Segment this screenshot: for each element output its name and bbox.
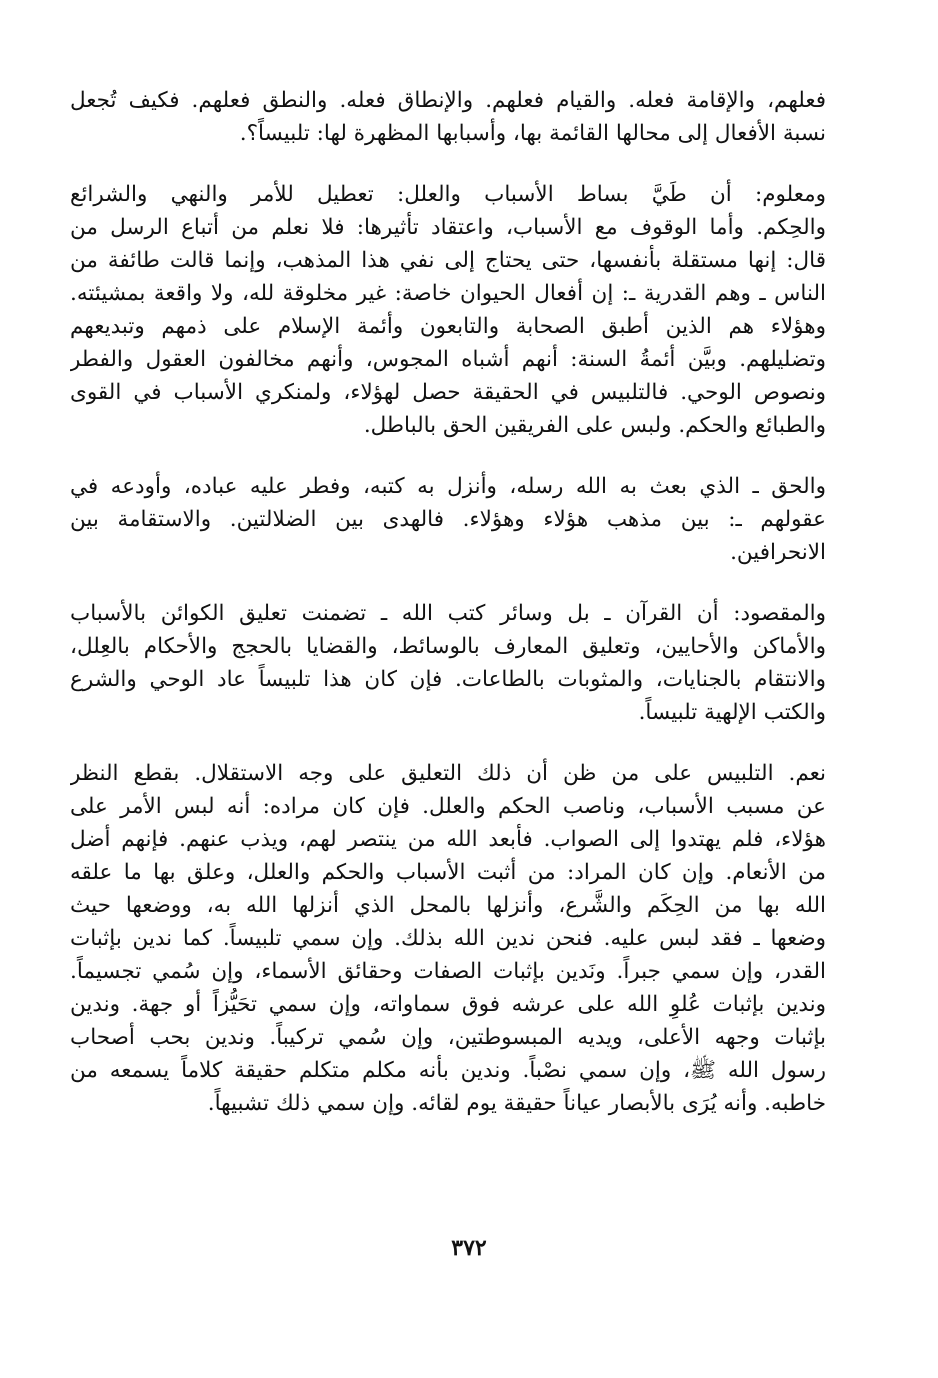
text-line: والكتب الإلهية تلبيساً. <box>638 700 826 725</box>
text-line: الانحرافين. <box>730 540 826 565</box>
text-line: هؤلاء، فلم يهتدوا إلى الصواب. فأبعد الله من ينتصر لهم، ويذب عنهم. فإنهم أضل <box>70 827 826 852</box>
text-line: من الأنعام. وإن كان المراد: من أثبت الأسباب والحكم والعلل، وعلق بها ما علقه <box>70 860 826 885</box>
text-line: ونصوص الوحي. فالتلبيس في الحقيقة حصل لهؤلاء، ولمنكري الأسباب في القوى <box>70 380 826 405</box>
paragraph <box>70 470 826 569</box>
text-line: الله بها من الحِكَم والشَّرع، وأنزلها بالمحل الذي أنزلها الله به، ووضعها حيث <box>70 893 826 918</box>
paragraph <box>70 757 826 1120</box>
text-line: نسبة الأفعال إلى محالها القائمة بها، وأسبابها المظهرة لها: تلبيساً؟. <box>239 121 826 146</box>
text-line: الناس ـ وهم القدرية ـ: إن أفعال الحيوان خاصة: غير مخلوقة لله، ولا واقعة بمشيئته. <box>70 281 826 306</box>
text-line: فعلهم، والإقامة فعله. والقيام فعلهم. والإنطاق فعله. والنطق فعلهم. فكيف تُجعل <box>70 88 826 113</box>
text-line: والانتقام بالجنايات، والمثوبات بالطاعات. فإن كان هذا تلبيساً عاد الوحي والشرع <box>70 667 826 692</box>
text-line: عقولهم ـ: بين مذهب هؤلاء وهؤلاء. فالهدى بين الضلالتين. والاستقامة بين <box>70 507 826 532</box>
text-line: والمقصود: أن القرآن ـ بل وسائر كتب الله ـ تضمنت تعليق الكوائن بالأسباب <box>70 601 826 626</box>
text-line: وهؤلاء هم الذين أطبق الصحابة والتابعون وأئمة الإسلام على ذمهم وتبديعهم <box>70 314 826 339</box>
text-line: وتضليلهم. وبيَّن أئمةُ السنة: أنهم أشباه المجوس، وأنهم مخالفون العقول والفطر <box>70 347 826 372</box>
text-line: رسول الله ﷺ، وإن سمي نصْباً. وندين بأنه مكلم متكلم حقيقة كلاماً يسمعه من <box>70 1058 826 1083</box>
text-line: والحق ـ الذي بعث به الله رسله، وأنزل به كتبه، وفطر عليه عباده، وأودعه في <box>70 474 826 499</box>
paragraph <box>70 597 826 729</box>
text-line: خاطبه. وأنه يُرَى بالأبصار عياناً حقيقة يوم لقائه. وإن سمي ذلك تشبيهاً. <box>207 1091 826 1116</box>
text-line: والحِكم. وأما الوقوف مع الأسباب، واعتقاد تأثيرها: فلا نعلم من أتباع الرسل من <box>70 215 826 240</box>
paragraph <box>70 84 826 150</box>
text-line: ومعلوم: أن طَيَّ بساط الأسباب والعلل: تعطيل للأمر والنهي والشرائع <box>70 182 826 207</box>
text-line: نعم. التلبيس على من ظن أن ذلك التعليق على وجه الاستقلال. بقطع النظر <box>70 761 826 786</box>
text-line: قال: إنها مستقلة بأنفسها، حتى يحتاج إلى نفي هذا المذهب، وإنما قالت طائفة من <box>70 248 826 273</box>
text-line: عن مسبب الأسباب، وناصب الحكم والعلل. فإن كان مراده: أنه لبس الأمر على <box>70 794 826 819</box>
text-line: بإثبات وجهه الأعلى، ويديه المبسوطتين، وإن سُمي تركيباً. وندين بحب أصحاب <box>70 1025 826 1050</box>
text-line: وضعها ـ فقد لبس عليه. فنحن ندين الله بذلك. وإن سمي تلبيساً. كما ندين بإثبات <box>70 926 826 951</box>
text-line: والأماكن والأحايين، وتعليق المعارف بالوسائط، والقضايا بالحجج والأحكام بالعِلل، <box>70 634 826 659</box>
text-line: وندين بإثبات عُلوِ الله على عرشه فوق سماواته، وإن سمي تحَيُّزاً أو جهة. وندين <box>70 992 826 1017</box>
page-number: ٣٧٢ <box>451 1235 487 1261</box>
text-line: والطبائع والحكم. ولبس على الفريقين الحق بالباطل. <box>363 413 826 438</box>
text-line: القدر، وإن سمي جبراً. ونَدين بإثبات الصفات وحقائق الأسماء، وإن سُمي تجسيماً. <box>70 959 826 984</box>
paragraph <box>70 178 826 442</box>
page-body <box>70 84 826 1120</box>
